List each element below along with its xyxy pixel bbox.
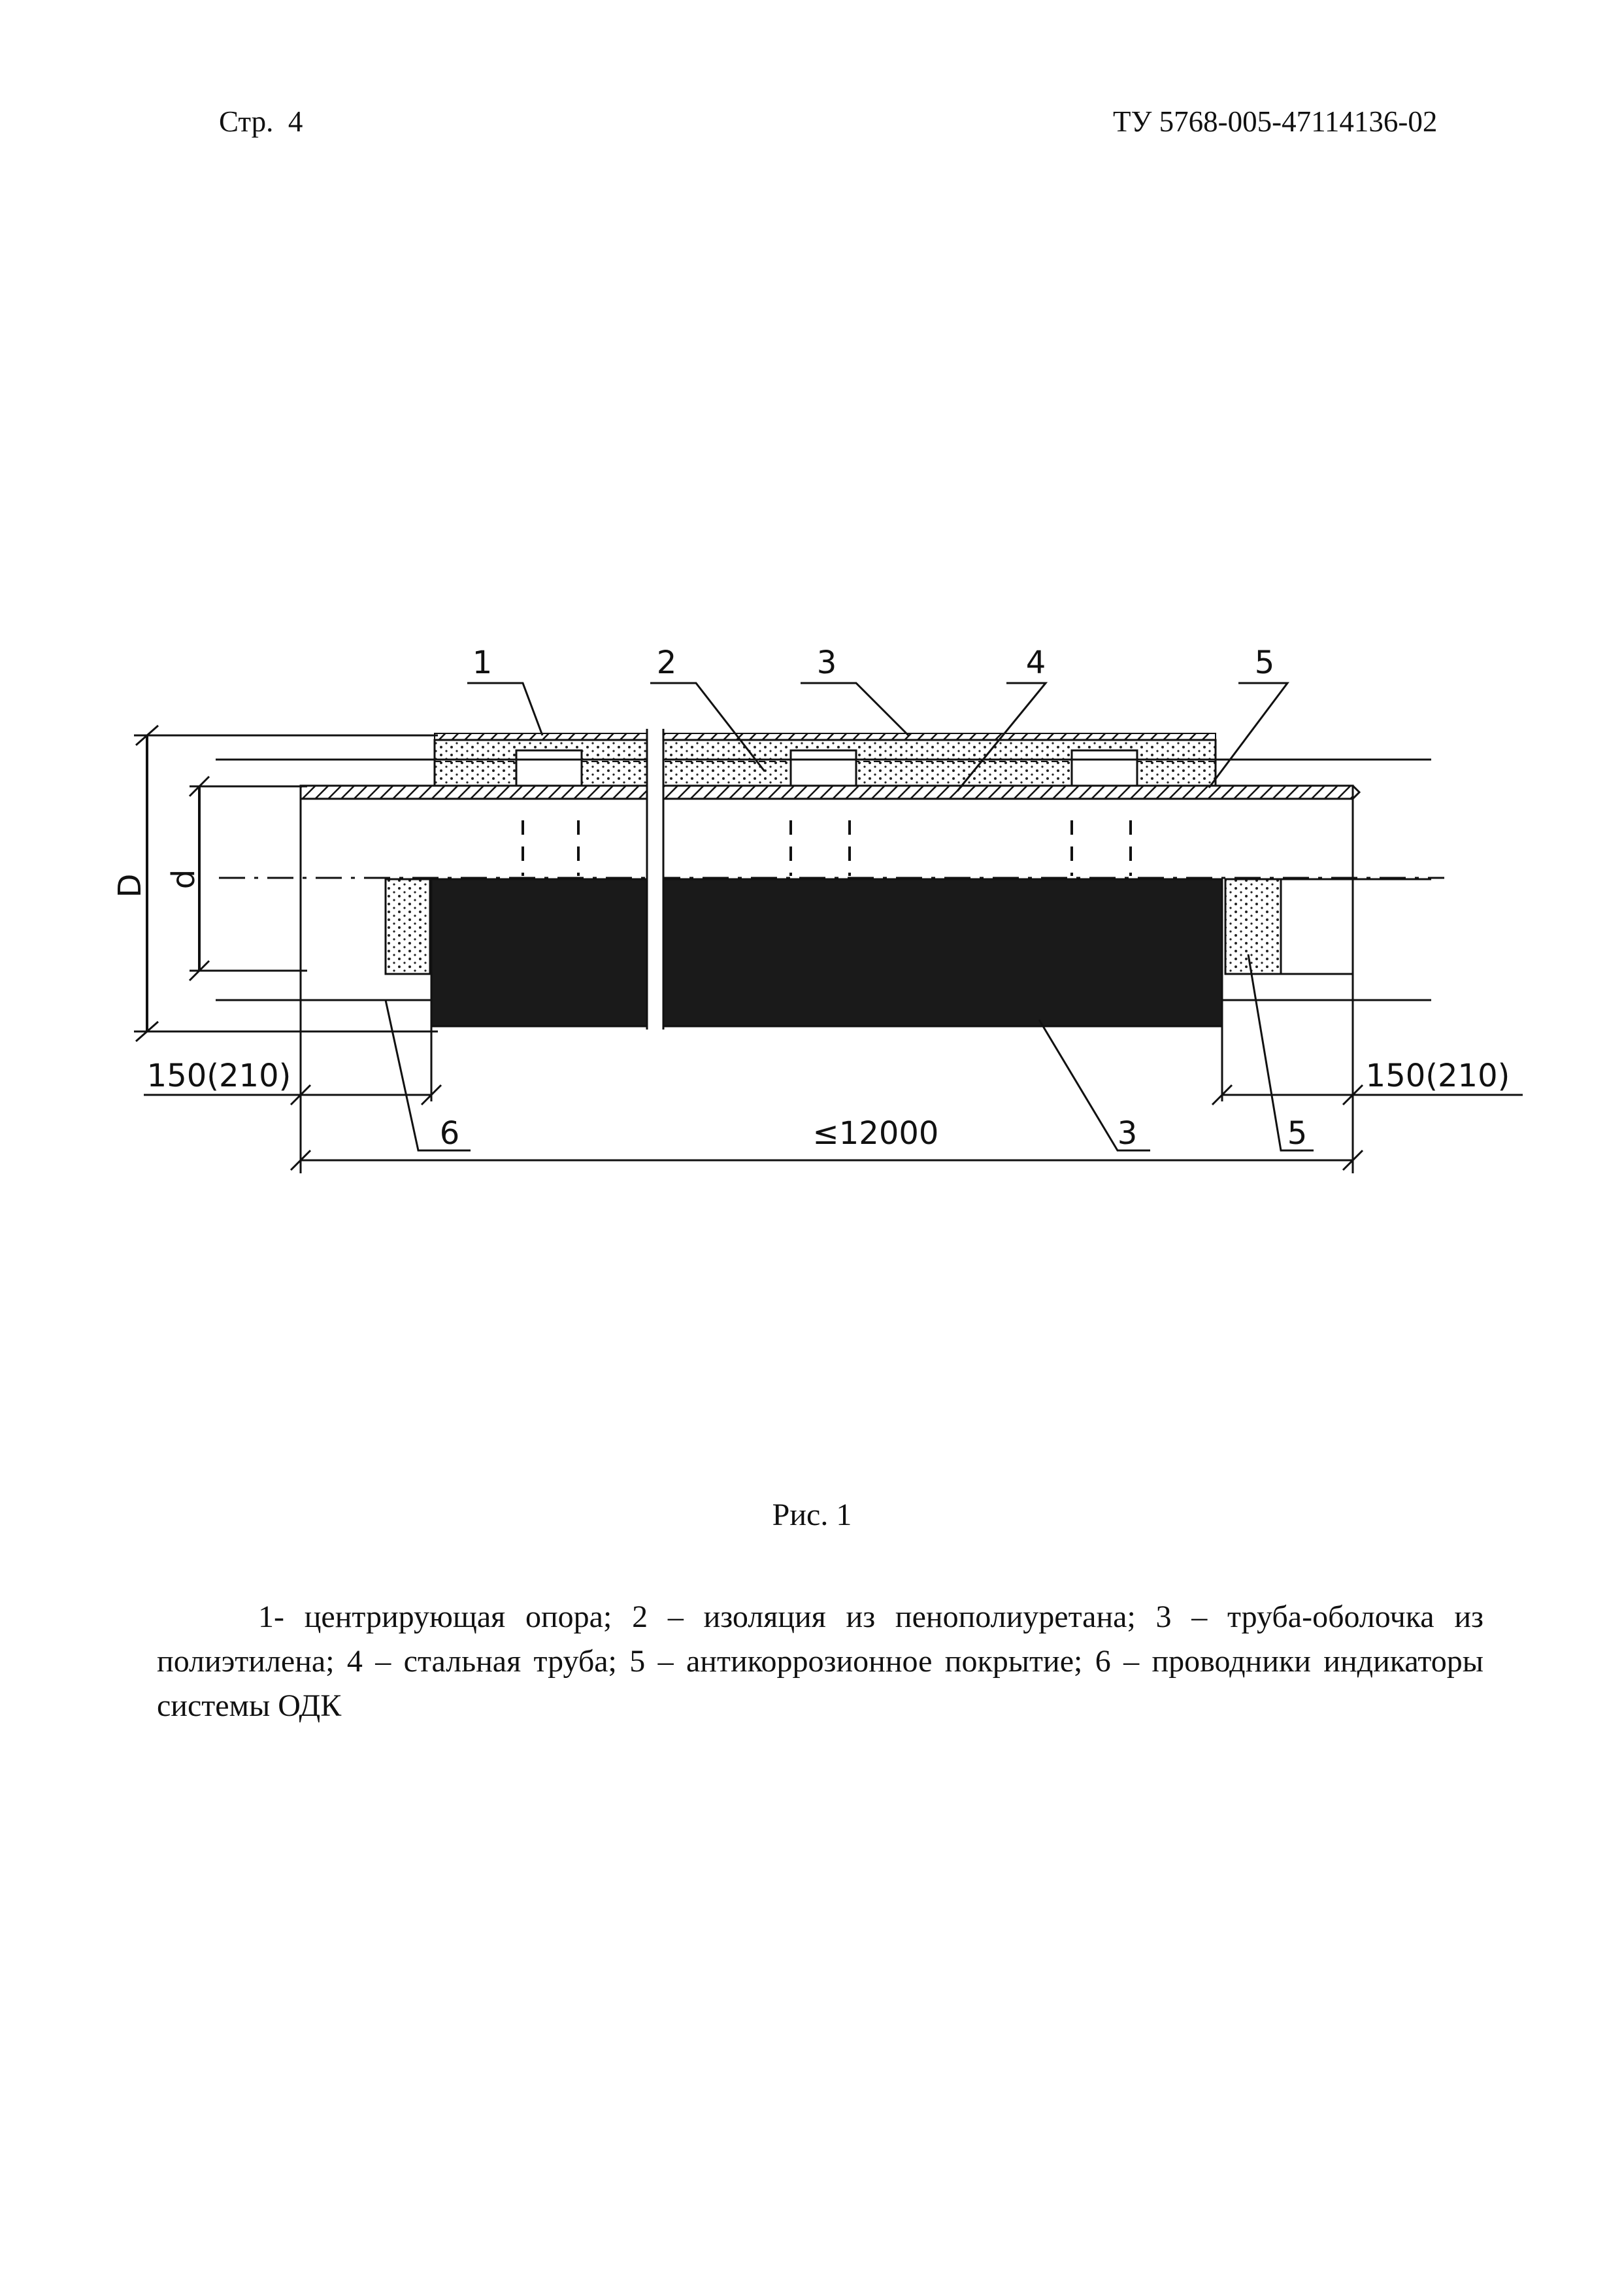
callout-5-bottom: 5 [1287,1115,1308,1152]
figure-caption: Рис. 1 [772,1498,852,1532]
callout-1: 1 [472,645,493,681]
callout-2: 2 [656,645,677,681]
callout-4: 4 [1025,645,1046,681]
dimension-right-label: 150(210) [1365,1058,1510,1094]
lower-shell-section [216,879,1431,1026]
dimension-left-label: 150(210) [146,1058,291,1094]
dimension-d-label: d [165,869,202,890]
document-code: ТУ 5768-005-47114136-02 [1113,105,1438,138]
break-gap [647,726,663,1039]
callout-3-bottom: 3 [1117,1115,1138,1152]
figure-legend: 1- центрирующая опора; 2 – изоляция из пенополиуретана; 3 – труба-оболочка из полиэтилена; 4 – стальная труба; 5 – антикоррозионное покрытие; 6 – проводники индикаторы системы ОДК [157,1600,1483,1723]
callout-6: 6 [439,1115,460,1152]
dimension-length-label: ≤12000 [812,1115,939,1152]
callout-3: 3 [816,645,837,681]
page-number: 4 [288,105,303,138]
callout-5: 5 [1254,645,1275,681]
support-projection-lines [523,820,1131,876]
page-label: Стр. [219,105,274,138]
dimension-D-label: D [112,873,148,898]
